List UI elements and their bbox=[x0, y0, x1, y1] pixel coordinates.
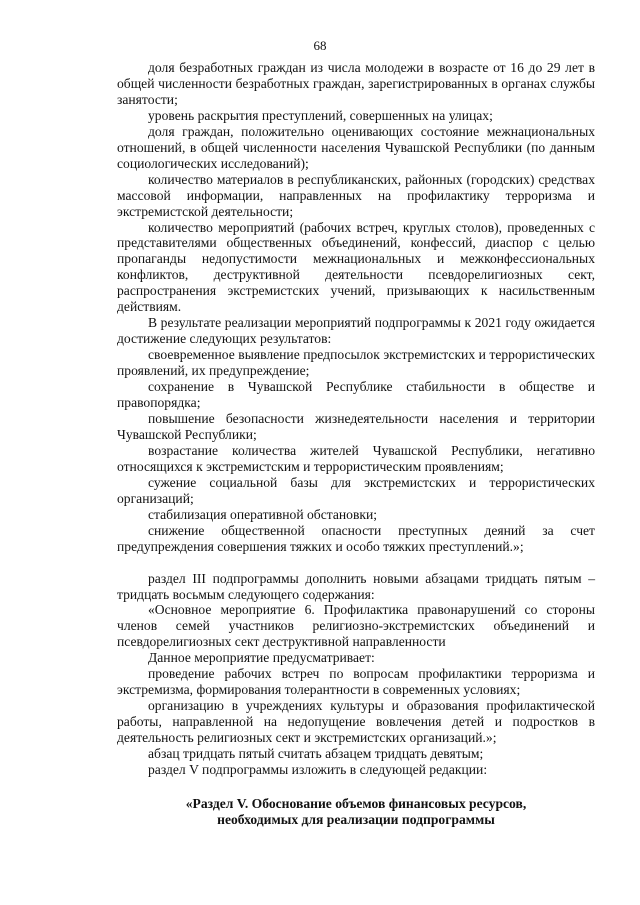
paragraph: Данное мероприятие предусматривает: bbox=[148, 650, 375, 666]
paragraph: абзац тридцать пятый считать абзацем тридцать девятым; bbox=[148, 746, 484, 762]
paragraph: стабилизация оперативной обстановки; bbox=[148, 506, 378, 522]
paragraph: уровень раскрытия преступлений, совершенных на улицах; bbox=[148, 107, 493, 123]
paragraph: своевременное выявление предпосылок экстремистских и террористических проявлений, их предупреждение; bbox=[117, 347, 595, 379]
paragraph: В результате реализации мероприятий подпрограммы к 2021 году ожидается достижение следующих результатов: bbox=[117, 315, 595, 347]
paragraph: возрастание количества жителей Чувашской Республики, негативно относящихся к экстремистским и террористическим проявлениям; bbox=[117, 442, 595, 474]
paragraph: организацию в учреждениях культуры и образования профилактической работы, направленной на недопущение вовлечения детей и подростков в деятельность религиозных сект и экстремистских организаций.»; bbox=[117, 698, 595, 746]
paragraph: повышение безопасности жизнедеятельности населения и территории Чувашской Республики; bbox=[117, 410, 595, 442]
document-body bbox=[117, 60, 595, 778]
paragraph: раздел V подпрограммы изложить в следующей редакции: bbox=[148, 761, 488, 777]
paragraph: проведение рабочих встреч по вопросам профилактики терроризма и экстремизма, формирования толерантности в современных условиях; bbox=[117, 666, 595, 698]
paragraph: доля граждан, положительно оценивающих состояние межнациональных отношений, в общей численности населения Чувашской Республики (по данным социологических исследований); bbox=[117, 123, 595, 171]
paragraph: сужение социальной базы для экстремистских и террористических организаций; bbox=[117, 474, 595, 506]
section-heading-line: «Раздел V. Обоснование объемов финансовых ресурсов, bbox=[185, 796, 527, 811]
section-heading bbox=[117, 796, 595, 828]
paragraph: количество материалов в республиканских, районных (городских) средствах массовой информации, направленных на профилактику терроризма и экстремистской деятельности; bbox=[117, 171, 595, 219]
paragraph: сохранение в Чувашской Республике стабильности в обществе и правопорядка; bbox=[117, 379, 595, 411]
paragraph: «Основное мероприятие 6. Профилактика правонарушений со стороны членов семей участников религиозно-экстремистских объединений и псевдорелигиозных сект деструктивной направленности bbox=[117, 602, 595, 650]
paragraph: количество мероприятий (рабочих встреч, круглых столов), проведенных с представителями общественных объединений, конфессий, диаспор с целью пропаганды недопустимости межнациональных и межконфессиональных конфликтов, деструктивной деятельности псевдорелигиозных сект, распространения экстремистских учений, призывающих к насильственным действиям. bbox=[117, 219, 595, 315]
section-heading-line: необходимых для реализации подпрограммы bbox=[217, 812, 495, 827]
page-number: 68 bbox=[313, 38, 327, 53]
paragraph: доля безработных граждан из числа молодежи в возрасте от 16 до 29 лет в общей численности безработных граждан, зарегистрированных в органах службы занятости; bbox=[117, 60, 595, 107]
paragraph: раздел III подпрограммы дополнить новыми абзацами тридцать пятым – тридцать восьмым следующего содержания: bbox=[117, 570, 595, 602]
paragraph: снижение общественной опасности преступных деяний за счет предупреждения совершения тяжких и особо тяжких преступлений.»; bbox=[117, 522, 595, 554]
